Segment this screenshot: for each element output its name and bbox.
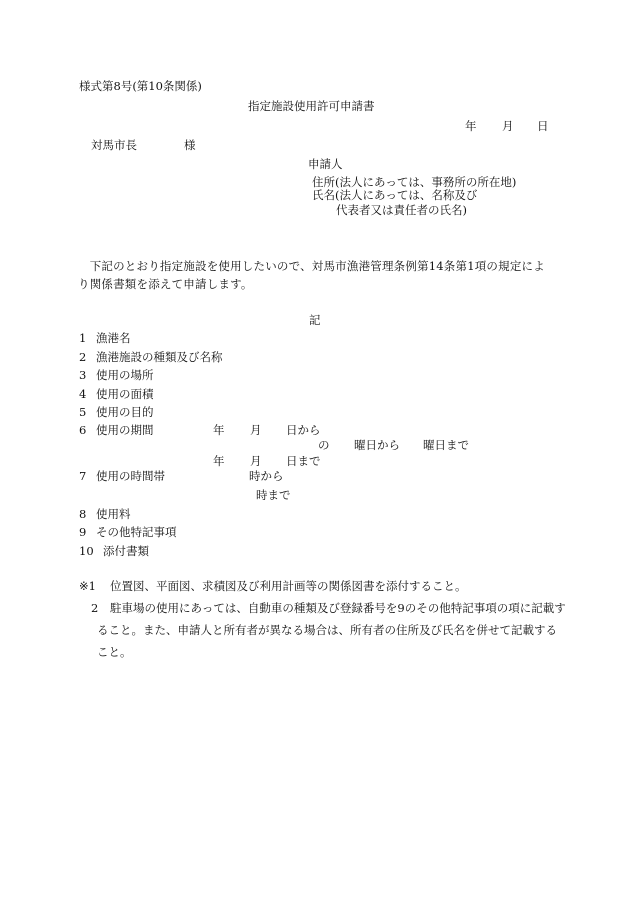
period-from-day: 日から xyxy=(286,423,321,437)
item-number: 10 xyxy=(79,544,94,558)
item-label-period: 使用の期間 xyxy=(96,423,154,437)
period-to-month: 月 xyxy=(250,454,262,468)
item-number: 4 xyxy=(79,387,87,401)
addressee: 対馬市長 xyxy=(91,138,137,152)
item-number: 8 xyxy=(79,507,87,521)
form-number: 様式第8号(第10条関係) xyxy=(79,79,202,93)
hours-from: 時から xyxy=(249,469,284,483)
item-label-special-notes: その他特記事項 xyxy=(96,525,177,539)
applicant-label: 申請人 xyxy=(308,157,343,171)
item-label-fishing-port: 漁港名 xyxy=(96,331,131,345)
item-number: 5 xyxy=(79,405,87,419)
date-day: 日 xyxy=(537,119,549,133)
date-year: 年 xyxy=(465,119,477,133)
period-to-day: 日まで xyxy=(286,454,321,468)
period-to-year: 年 xyxy=(213,454,225,468)
period-weekday-to: 曜日まで xyxy=(423,438,469,452)
note-2-text: 駐車場の使用にあっては、自動車の種類及び登録番号を9のその他特記事項の項に記載すること。また、申請人と所有者が異なる場合は、所有者の住所及び氏名を併せて記載すること。 xyxy=(97,601,566,659)
item-number: 7 xyxy=(79,469,87,483)
item-label-purpose: 使用の目的 xyxy=(96,405,154,419)
hours-to: 時まで xyxy=(256,488,291,502)
item-number: 6 xyxy=(79,423,87,437)
item-label-attachments: 添付書類 xyxy=(103,544,149,558)
note-1-mark: ※1 xyxy=(79,579,96,593)
item-number: 1 xyxy=(79,331,87,345)
item-label-fee: 使用料 xyxy=(96,507,131,521)
item-label-area: 使用の面積 xyxy=(96,387,154,401)
period-from-year: 年 xyxy=(213,423,225,437)
note-2-mark: 2 xyxy=(91,601,99,615)
honorific: 様 xyxy=(184,138,196,152)
note-1-text: 位置図、平面図、求積図及び利用計画等の関係図書を添付すること。 xyxy=(110,579,467,593)
ki-heading: 記 xyxy=(309,313,321,327)
item-label-hours: 使用の時間帯 xyxy=(96,469,165,483)
date-month: 月 xyxy=(502,119,514,133)
item-label-facility-type: 漁港施設の種類及び名称 xyxy=(96,350,223,364)
applicant-name-line1: 氏名(法人にあっては、名称及び xyxy=(312,188,478,202)
item-number: 9 xyxy=(79,525,87,539)
item-label-location: 使用の場所 xyxy=(96,368,154,382)
item-number: 2 xyxy=(79,350,87,364)
period-from-month: 月 xyxy=(250,423,262,437)
period-weekday-from: 曜日から xyxy=(354,438,400,452)
body-text: 下記のとおり指定施設を使用したいので、対馬市漁港管理条例第14条第1項の規定により関係書類を添えて申請します。 xyxy=(78,259,545,291)
applicant-address: 住所(法人にあっては、事務所の所在地) xyxy=(312,175,517,189)
document-title: 指定施設使用許可申請書 xyxy=(248,99,375,113)
applicant-name-line2: 代表者又は責任者の氏名) xyxy=(336,203,467,217)
item-number: 3 xyxy=(79,368,87,382)
period-no: の xyxy=(318,438,330,452)
